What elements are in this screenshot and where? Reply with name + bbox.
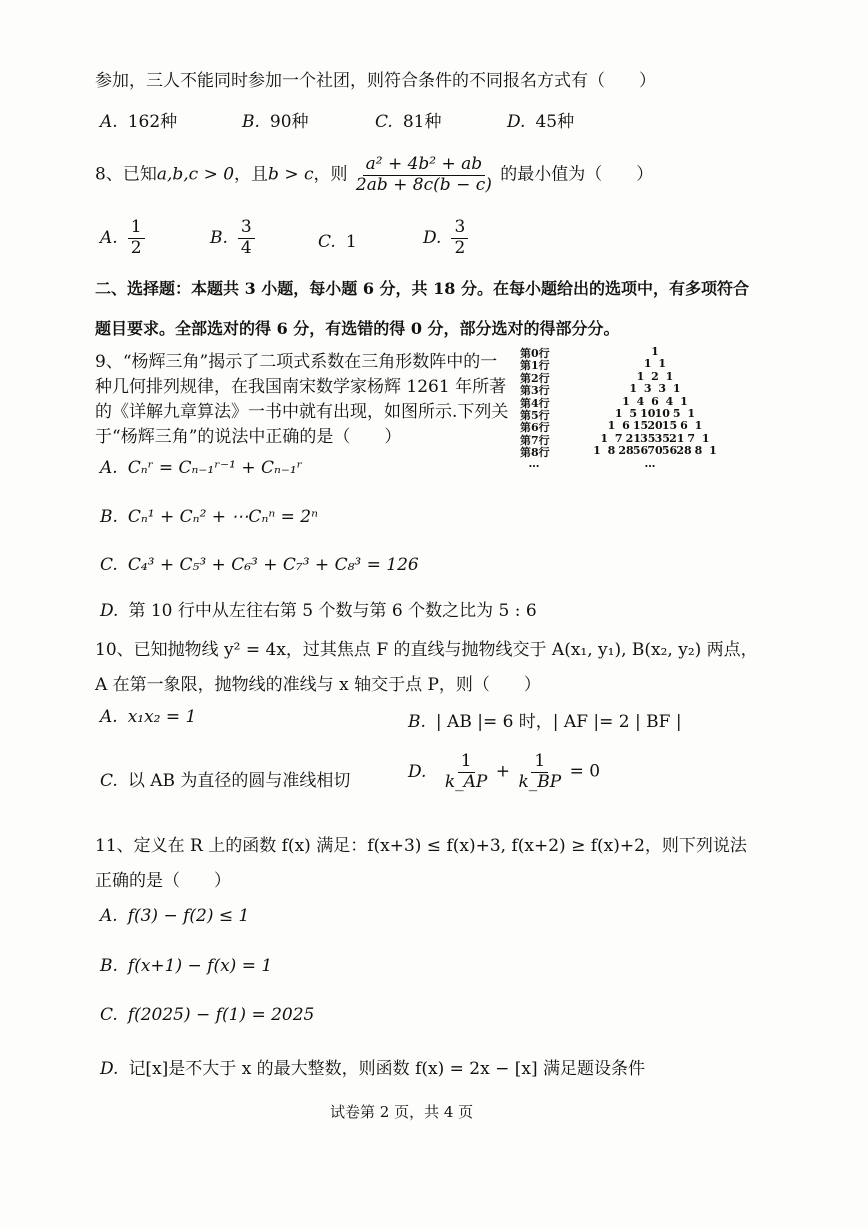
triangle-value: 15 <box>632 419 649 433</box>
q11-option-b[interactable]: B. f(x+1) − f(x) = 1 <box>100 956 273 976</box>
q11-option-a[interactable]: A. f(3) − f(2) ≤ 1 <box>100 906 250 926</box>
q9-option-c[interactable]: C. C₄³ + C₅³ + C₆³ + C₇³ + C₈³ = 126 <box>100 555 419 575</box>
q8-option-a[interactable]: A. $\frac{1}{2}$ <box>100 218 145 258</box>
triangle-value: 4 <box>665 394 674 408</box>
triangle-value: 21 <box>625 431 641 445</box>
triangle-value: 1 <box>701 431 710 445</box>
triangle-value: 1 <box>658 357 667 371</box>
triangle-row-label: 第5行 <box>520 409 550 422</box>
q9-stem-line3: 的《详解九章算法》一书中就有出现，如图所示.下列关 <box>95 402 509 422</box>
triangle-value: 56 <box>632 444 649 458</box>
triangle-value: 28 <box>676 444 692 458</box>
q9-stem-line4: 于“杨辉三角”的说法中正确的是（ ） <box>95 427 402 447</box>
q7-option-a[interactable]: A. 162种 <box>100 112 178 132</box>
triangle-value: 10 <box>654 407 670 420</box>
triangle-value: 56 <box>661 444 678 458</box>
q9-stem-line1: 9、“杨辉三角”揭示了二项式系数在三角形数阵中的一 <box>95 352 498 372</box>
triangle-value: 1 <box>636 369 645 383</box>
triangle-value: 1 <box>687 407 696 420</box>
q7-option-d[interactable]: D. 45种 <box>507 112 575 132</box>
q8-option-d[interactable]: D. $\frac{3}{2}$ <box>423 218 468 258</box>
section2-line2: 题目要求。全部选对的得 6 分，有选错的得 0 分，部分选对的得部分分。 <box>95 319 620 338</box>
q9-option-a[interactable]: A. Cₙʳ = Cₙ₋₁ʳ⁻¹ + Cₙ₋₁ʳ <box>100 458 303 478</box>
triangle-value: 6 <box>622 419 630 433</box>
triangle-value: 7 <box>687 431 696 445</box>
triangle-row-label: 第8行 <box>520 446 550 460</box>
q11-option-d[interactable]: D. 记[x]是不大于 x 的最大整数，则函数 f(x) = 2x − [x] 满足题设条件 <box>100 1059 645 1079</box>
triangle-row-label: 第2行 <box>520 371 550 385</box>
triangle-value: 70 <box>647 444 663 458</box>
triangle-value: 1 <box>680 394 688 408</box>
q9-option-b[interactable]: B. Cₙ¹ + Cₙ² + ⋯Cₙⁿ = 2ⁿ <box>100 507 318 527</box>
triangle-row-label: 第4行 <box>520 396 550 410</box>
triangle-value: 6 <box>651 394 659 408</box>
triangle-row-label: 第7行 <box>520 433 550 447</box>
q7-stem: 参加，三人不能同时参加一个社团，则符合条件的不同报名方式有（ ） <box>95 71 656 91</box>
q10-stem-line2: A 在第一象限，抛物线的准线与 x 轴交于点 P，则（ ） <box>95 675 541 695</box>
triangle-value: 8 <box>694 444 703 458</box>
triangle-value: 3 <box>658 382 667 396</box>
q10-option-a[interactable]: A. x₁x₂ = 1 <box>100 707 197 727</box>
triangle-value: 1 <box>672 382 681 396</box>
q11-stem-line2: 正确的是（ ） <box>95 871 231 891</box>
triangle-value: 1 <box>643 357 652 371</box>
q10-option-b[interactable]: B. | AB |= 6 时，| AF |= 2 | BF | <box>408 712 682 732</box>
triangle-ellipsis: … <box>644 456 656 470</box>
triangle-value: 3 <box>643 382 652 396</box>
q11-option-c[interactable]: C. f(2025) − f(1) = 2025 <box>100 1005 315 1025</box>
triangle-value: 15 <box>661 419 678 433</box>
page-footer: 试卷第 2 页，共 4 页 <box>330 1103 474 1121</box>
triangle-row-label: 第0行 <box>520 347 550 360</box>
triangle-row-label: 第1行 <box>520 359 550 373</box>
triangle-value: 1 <box>629 382 638 396</box>
q9-stem-line2: 种几何排列规律，在我国南宋数学家杨辉 1261 年所著 <box>95 377 507 397</box>
triangle-value: 2 <box>651 369 659 383</box>
triangle-value: 5 <box>672 407 681 420</box>
triangle-value: 21 <box>669 431 685 445</box>
triangle-ellipsis: … <box>528 456 540 470</box>
q8-stem: 8、已知a,b,c > 0，且b > c，则 $\frac{\text{a² + 4b² + ab}}{2ab + 8c(b - c)}$ 的最小值为（ ） <box>95 154 654 195</box>
triangle-value: 1 <box>665 369 674 383</box>
triangle-value: 5 <box>629 407 638 420</box>
triangle-value: 8 <box>607 444 616 458</box>
triangle-value: 1 <box>593 444 601 458</box>
triangle-value: 1 <box>614 407 623 420</box>
q10-option-d[interactable]: D. $\frac{1}{k\_AP}$ + $\frac{1}{k\_BP}$ = 0 <box>408 751 601 792</box>
triangle-value: 1 <box>607 419 616 433</box>
triangle-value: 20 <box>647 419 663 433</box>
yang-hui-triangle-figure <box>520 345 765 475</box>
q8-option-c[interactable]: C. 1 <box>318 232 357 252</box>
q7-option-c[interactable]: C. 81种 <box>375 112 442 132</box>
triangle-value: 35 <box>640 431 656 445</box>
q8-fraction: $\frac{\text{a² + 4b² + ab}}{2ab + 8c(b - c)}$ <box>355 154 492 195</box>
triangle-row-label: 第6行 <box>520 421 550 435</box>
q10-stem-line1: 10、已知抛物线 y² = 4x，过其焦点 F 的直线与抛物线交于 A(x₁, y₁), B(x₂, y₂) 两点， <box>95 640 758 660</box>
triangle-value: 1 <box>600 431 609 445</box>
triangle-row-label: 第3行 <box>520 384 550 398</box>
triangle-value: 28 <box>618 444 634 458</box>
q10-option-c[interactable]: C. 以 AB 为直径的圆与准线相切 <box>100 771 351 791</box>
triangle-value: 4 <box>636 394 645 408</box>
q7-option-b[interactable]: B. 90种 <box>242 112 309 132</box>
q11-stem-line1: 11、定义在 R 上的函数 f(x) 满足：f(x+3) ≤ f(x)+3, f(x+2) ≥ f(x)+2，则下列说法 <box>95 836 747 856</box>
q9-option-d[interactable]: D. 第 10 行中从左往右第 5 个数与第 6 个数之比为 5 : 6 <box>100 601 537 621</box>
q8-option-b[interactable]: B. $\frac{3}{4}$ <box>210 218 255 258</box>
triangle-value: 1 <box>694 419 703 433</box>
triangle-value: 7 <box>614 431 623 445</box>
triangle-value: 1 <box>622 394 630 408</box>
triangle-value: 10 <box>640 407 656 420</box>
triangle-value: 6 <box>680 419 688 433</box>
section2-line1: 二、选择题：本题共 3 小题，每小题 6 分，共 18 分。在每小题给出的选项中，有多项符合 <box>95 279 749 298</box>
triangle-value: 1 <box>709 444 717 458</box>
triangle-value: 1 <box>651 345 659 358</box>
triangle-value: 35 <box>654 431 670 445</box>
